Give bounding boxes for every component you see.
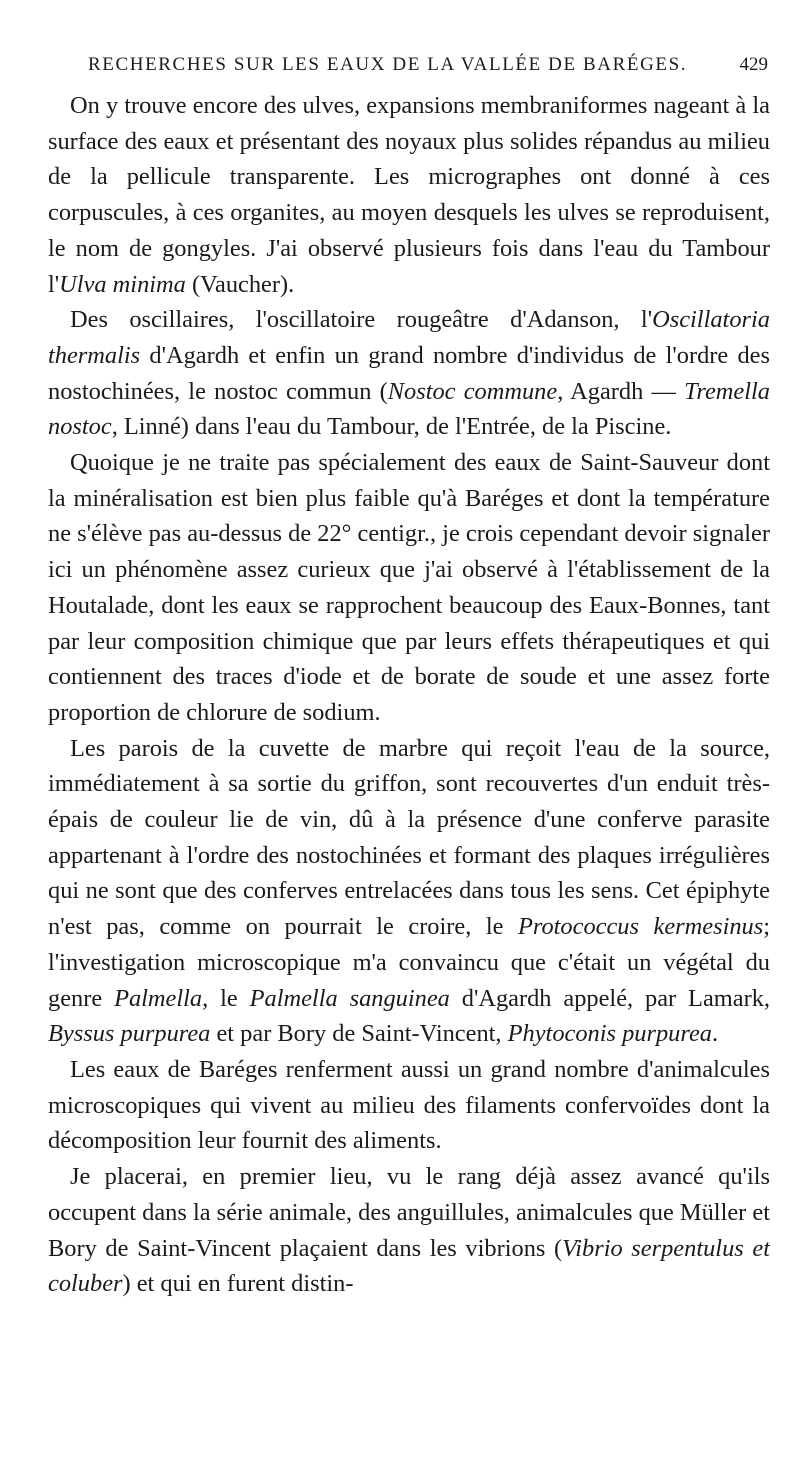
text-run: Je placerai, en premier lieu, vu le rang déjà assez avancé qu'ils occupent dans la série animale, des anguillules, animalcules que Müller et Bory de Saint-Vincent plaçaient dans les vibrions (	[48, 1163, 770, 1262]
italic-term: Phytoconis purpurea	[507, 1020, 712, 1048]
paragraph-oscillaires	[48, 302, 770, 445]
italic-term: Nostoc commune	[387, 377, 558, 405]
text-run: d'Agardh appelé, par Lamark,	[449, 984, 770, 1012]
italic-term: Vibrio serpentulus et coluber	[48, 1234, 770, 1298]
paragraph-cuvette	[48, 731, 770, 1052]
text-run: d'Agardh et enfin un grand nombre d'individus de l'ordre des nostochinées, le nostoc commun (	[48, 341, 770, 405]
running-head: RECHERCHES SUR LES EAUX DE LA VALLÉE DE BARÉGES.	[88, 54, 688, 75]
paragraph-saint-sauveur	[48, 445, 770, 731]
text-run: .	[711, 1020, 719, 1048]
italic-term: Oscillatoria thermalis	[48, 306, 770, 369]
text-run: Des oscillaires, l'oscillatoire rougeâtre d'Adanson, l'	[70, 306, 653, 334]
text-run: ; l'investigation microscopique m'a convaincu que c'était un végétal du genre	[48, 913, 770, 1012]
paragraph-ulves	[48, 88, 770, 302]
italic-term: Ulva minima	[59, 270, 186, 298]
text-run: ) et qui en furent distin-	[122, 1270, 354, 1298]
text-run: Quoique je ne traite pas spécialement des eaux de Saint-Sauveur dont la minéralisation est bien plus faible qu'à Baréges et dont la température ne s'élève pas au-dessus de 22° centigr., je crois cependant devoir signaler ici un phénomène assez curieux que j'ai observé à l'établissement de la Houtalade, dont les eaux se rapprochent beaucoup des Eaux-Bonnes, tant par leur composition chimique que par leurs effets thérapeutiques et qui contiennent des traces d'iode et de borate de soude et une assez forte proportion de chlorure de sodium.	[48, 449, 770, 726]
text-run: (Vaucher).	[185, 270, 295, 298]
text-run: , Linné) dans l'eau du Tambour, de l'Entrée, de la Piscine.	[111, 413, 672, 441]
italic-term: Tremella nostoc	[48, 377, 770, 441]
page-number: 429	[739, 54, 768, 75]
text-run: Les eaux de Baréges renferment aussi un grand nombre d'animalcules microscopiques qui vivent au milieu des filaments confervoïdes dont la décomposition leur fournit des aliments.	[48, 1055, 770, 1155]
text-run: , le	[202, 984, 250, 1012]
italic-term: Byssus purpurea	[48, 1020, 211, 1048]
italic-term: Protococcus kermesinus	[517, 913, 764, 941]
body-text	[48, 88, 770, 1458]
paragraph-anguillules	[48, 1159, 770, 1302]
italic-term: Palmella	[114, 984, 203, 1012]
text-run: Les parois de la cuvette de marbre qui reçoit l'eau de la source, immédiatement à sa sortie du griffon, sont recouvertes d'un enduit très-épais de couleur lie de vin, dû à la présence d'une conferve parasite appartenant à l'ordre des nostochinées et formant des plaques irrégulières qui ne sont que des conferves entrelacées dans tous les sens. Cet épiphyte n'est pas, comme on pourrait le croire, le	[48, 734, 770, 941]
paragraph-animalcules	[48, 1052, 770, 1159]
text-run: On y trouve encore des ulves, expansions membraniformes nageant à la surface des eaux et présentant des noyaux plus solides répandus au milieu de la pellicule transparente. Les micrographes ont donné à ces corpuscules, à ces organites, au moyen desquels les ulves se reproduisent, le nom de gongyles. J'ai observé plusieurs fois dans l'eau du Tambour l'	[48, 92, 770, 298]
text-run: , Agardh —	[557, 377, 685, 405]
page-header	[88, 50, 768, 84]
text-run: et par Bory de Saint-Vincent,	[210, 1020, 508, 1048]
italic-term: Palmella sanguinea	[249, 984, 450, 1012]
